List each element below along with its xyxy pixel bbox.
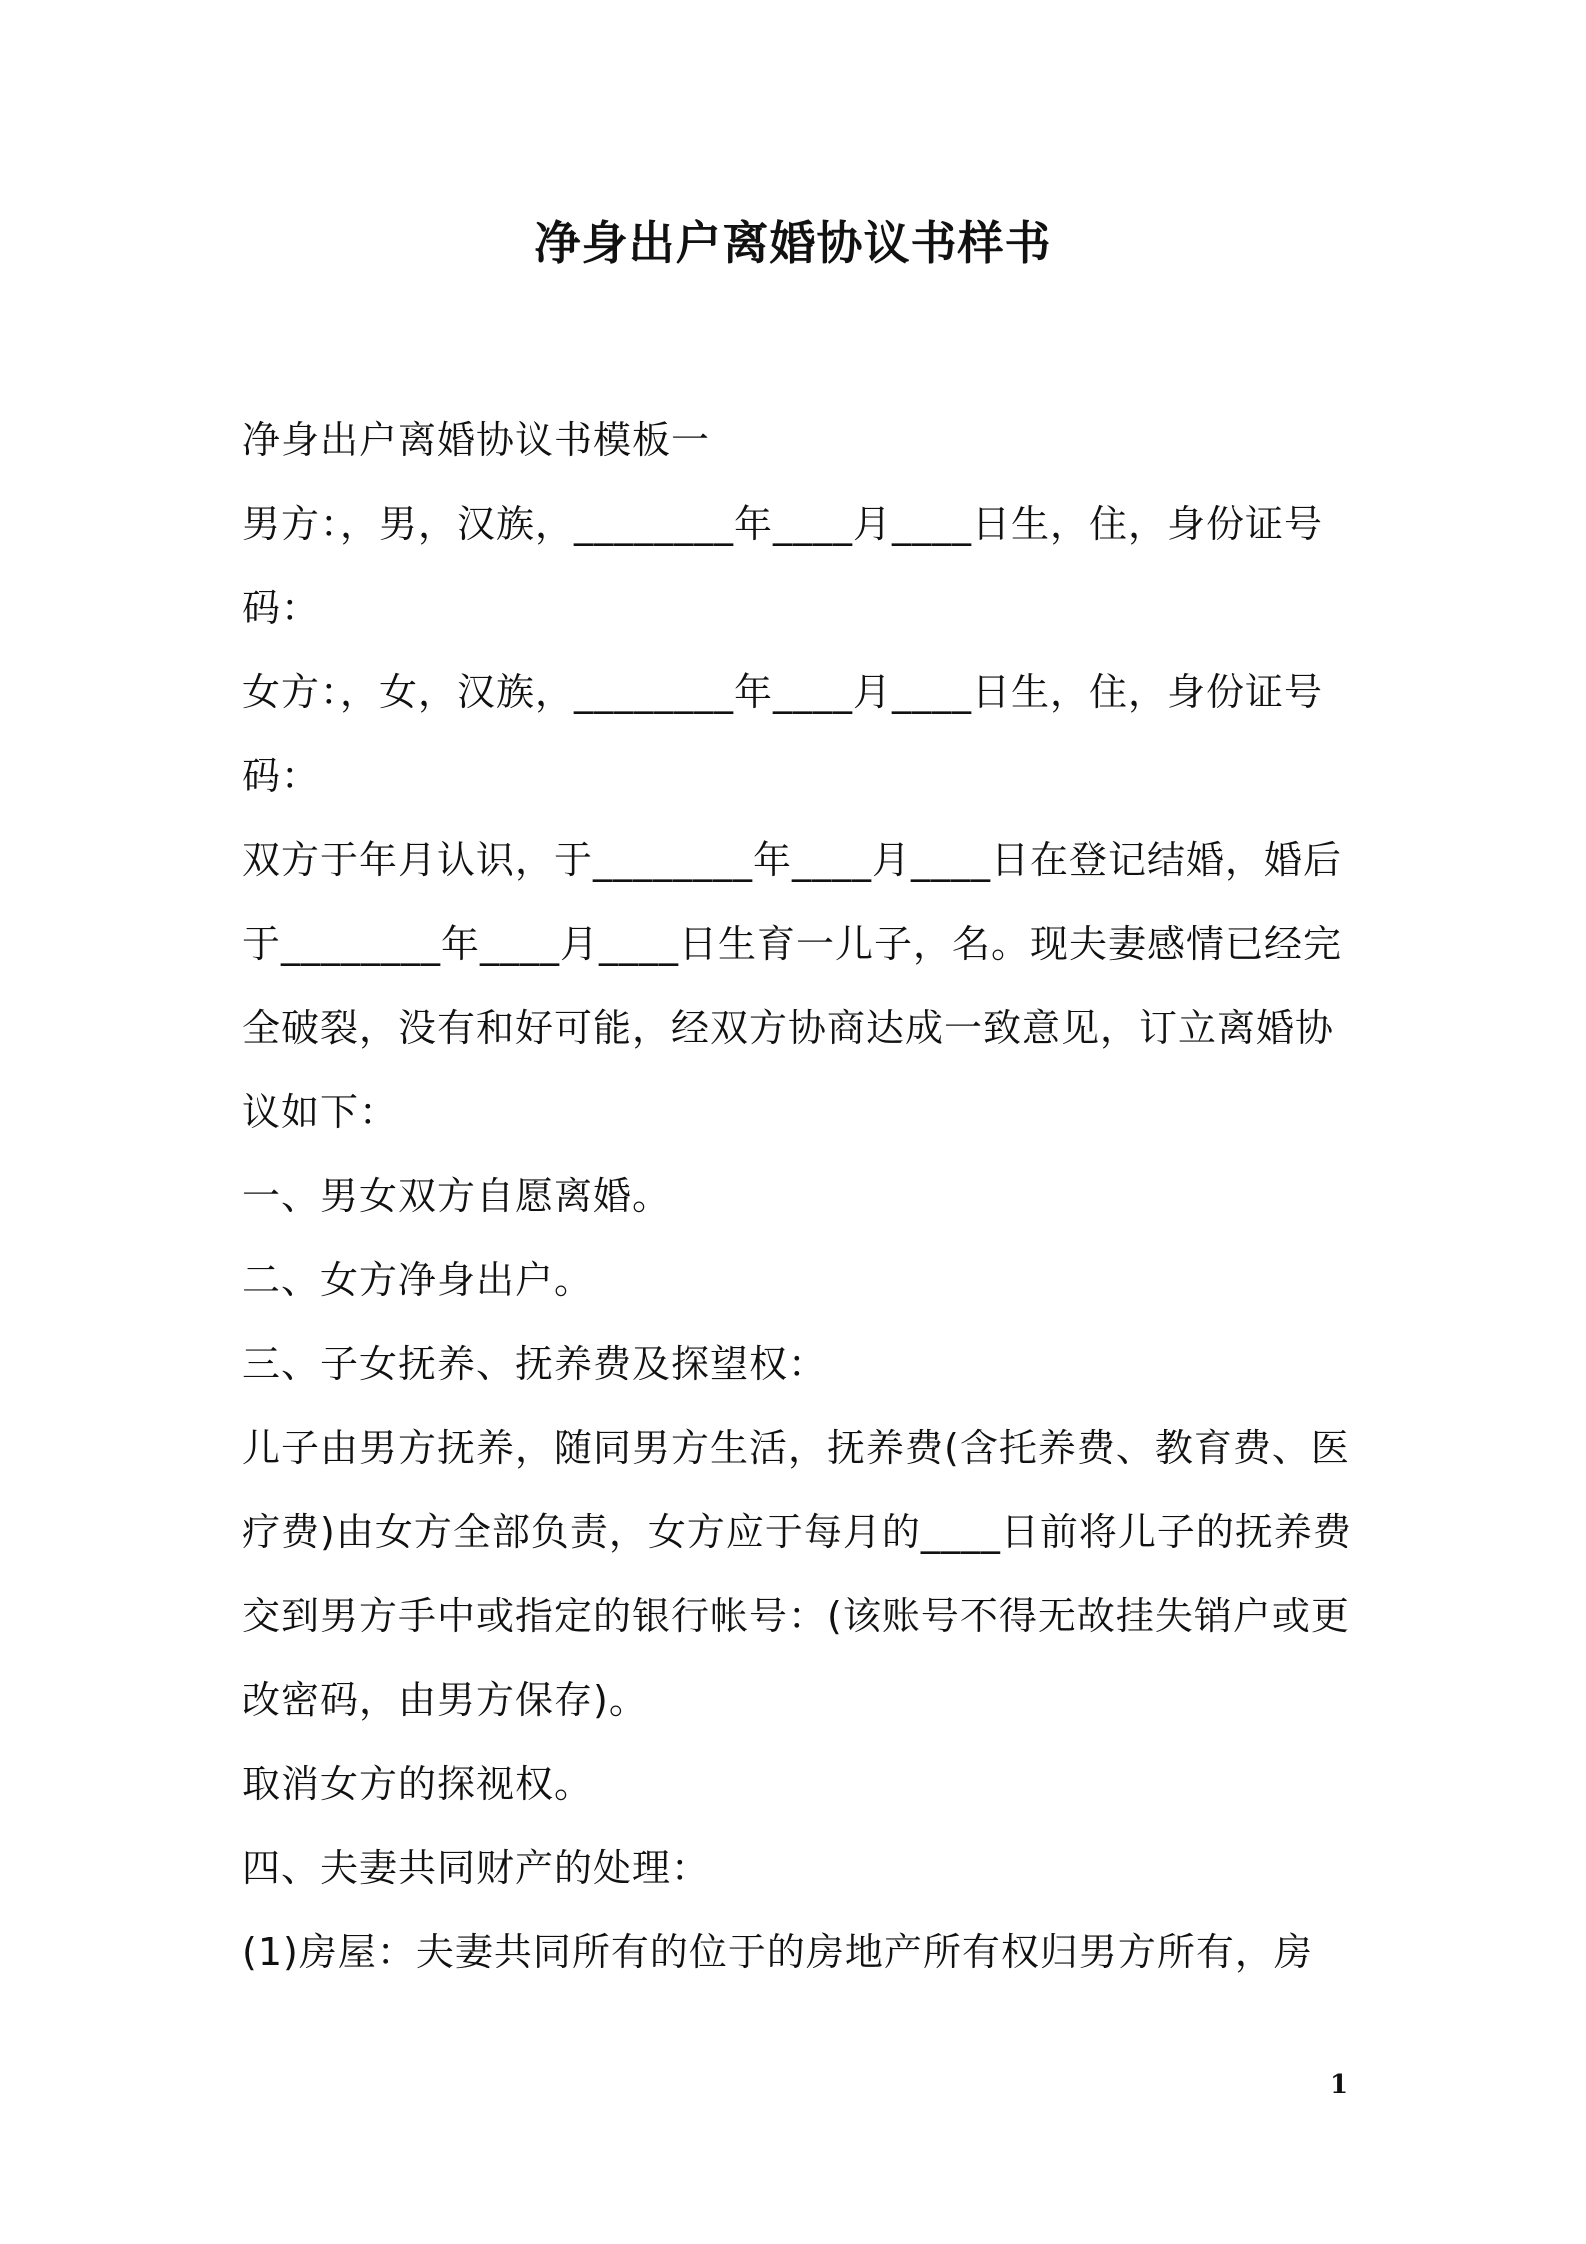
paragraph-visitation: 取消女方的探视权。: [242, 1762, 594, 1806]
document-body: [242, 398, 1352, 1994]
page-number: 1: [1330, 2070, 1349, 2100]
paragraph-marriage-background: 双方于年月认识，于________年____月____日在登记结婚，婚后于________年____月____日生育一儿子，名。现夫妻感情已经完全破裂，没有和好可能，经双方协商达成一致意见，订立离婚协议如下：: [242, 838, 1343, 1134]
paragraph-template-heading: 净身出户离婚协议书模板一: [242, 418, 711, 462]
paragraph-clause-4: 四、夫妻共同财产的处理：: [242, 1846, 711, 1890]
paragraph-property-house: (1)房屋：夫妻共同所有的位于的房地产所有权归男方所有，房: [242, 1930, 1313, 1974]
paragraph-child-support: 儿子由男方抚养，随同男方生活，抚养费(含托养费、教育费、医疗费)由女方全部负责，女方应于每月的____日前将儿子的抚养费交到男方手中或指定的银行帐号：(该账号不得无故挂失销户或更改密码，由男方保存)。: [242, 1426, 1352, 1722]
paragraph-clause-2: 二、女方净身出户。: [242, 1258, 594, 1302]
paragraph-clause-3: 三、子女抚养、抚养费及探望权：: [242, 1342, 828, 1386]
document-title: 净身出户离婚协议书样书: [534, 216, 1052, 270]
paragraph-male-party: 男方：，男，汉族，________年____月____日生，住，身份证号码：: [242, 502, 1324, 630]
paragraph-female-party: 女方：，女，汉族，________年____月____日生，住，身份证号码：: [242, 670, 1324, 798]
paragraph-clause-1: 一、男女双方自愿离婚。: [242, 1174, 672, 1218]
